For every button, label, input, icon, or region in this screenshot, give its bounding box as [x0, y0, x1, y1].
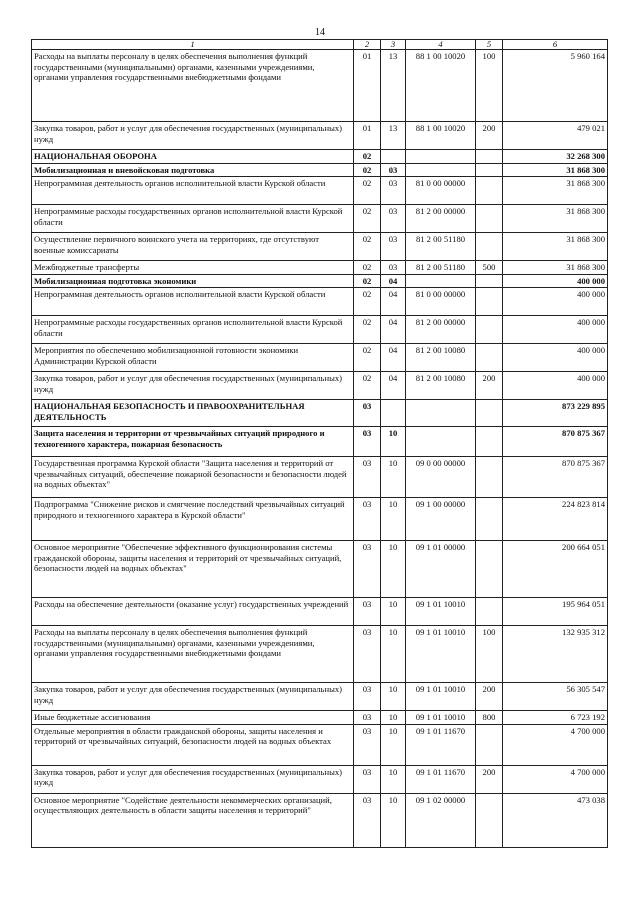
row-name: Расходы на выплаты персоналу в целях обеспечения выполнения функций государственными (муниципальными) органами, казенными учреждениями, органами управления государственными внебюджетными фондами — [32, 50, 354, 122]
row-subsection: 04 — [381, 288, 406, 316]
row-name: Непрограммные расходы государственных органов исполнительной власти Курской области — [32, 205, 354, 233]
table-row — [32, 711, 608, 724]
row-target-item: 81 0 00 00000 — [406, 177, 476, 205]
col-header-target-item: 4 — [406, 40, 476, 50]
row-name: Иные бюджетные ассигнования — [32, 711, 354, 724]
row-subsection: 10 — [381, 457, 406, 498]
row-expense-type — [476, 288, 503, 316]
row-target-item: 09 1 01 10010 — [406, 711, 476, 724]
row-expense-type: 800 — [476, 711, 503, 724]
row-section: 03 — [354, 400, 381, 427]
row-target-item: 88 1 00 10020 — [406, 50, 476, 122]
table-row — [32, 261, 608, 274]
table-row — [32, 498, 608, 541]
row-target-item: 09 1 00 00000 — [406, 498, 476, 541]
table-row — [32, 724, 608, 765]
row-expense-type — [476, 344, 503, 372]
row-name: Основное мероприятие "Обеспечение эффективного функционирования системы гражданской обороны, защиты населения и территорий от чрезвычайных ситуаций, безопасности людей на водных объектах" — [32, 541, 354, 598]
row-subsection: 04 — [381, 372, 406, 400]
row-subsection: 13 — [381, 50, 406, 122]
row-name: Мобилизационная и вневойсковая подготовка — [32, 163, 354, 176]
row-target-item: 09 1 01 10010 — [406, 626, 476, 683]
row-name: Мобилизационная подготовка экономики — [32, 274, 354, 287]
row-target-item: 81 2 00 51180 — [406, 233, 476, 261]
row-target-item: 81 2 00 10080 — [406, 372, 476, 400]
col-header-subsection: 3 — [381, 40, 406, 50]
row-section: 03 — [354, 793, 381, 847]
row-expense-type: 100 — [476, 626, 503, 683]
row-name: Непрограммная деятельность органов исполнительной власти Курской области — [32, 288, 354, 316]
table-row — [32, 541, 608, 598]
table-row — [32, 163, 608, 176]
row-name: Непрограммные расходы государственных органов исполнительной власти Курской области — [32, 316, 354, 344]
row-subsection: 10 — [381, 765, 406, 793]
row-amount: 6 723 192 — [503, 711, 608, 724]
table-row — [32, 400, 608, 427]
row-expense-type — [476, 150, 503, 163]
row-name: Основное мероприятие "Содействие деятельности некоммерческих организаций, осуществляющих деятельность в области защиты населения и территорий" — [32, 793, 354, 847]
row-section: 03 — [354, 598, 381, 626]
row-expense-type — [476, 205, 503, 233]
col-header-expense-type: 5 — [476, 40, 503, 50]
row-amount: 224 823 814 — [503, 498, 608, 541]
row-target-item: 09 0 00 00000 — [406, 457, 476, 498]
table-row — [32, 427, 608, 457]
row-section: 02 — [354, 163, 381, 176]
row-name: Межбюджетные трансферты — [32, 261, 354, 274]
row-subsection: 10 — [381, 541, 406, 598]
table-row — [32, 274, 608, 287]
row-expense-type: 200 — [476, 765, 503, 793]
row-amount: 195 964 051 — [503, 598, 608, 626]
row-expense-type — [476, 427, 503, 457]
table-row — [32, 372, 608, 400]
row-target-item — [406, 400, 476, 427]
row-amount: 870 875 367 — [503, 457, 608, 498]
row-subsection: 03 — [381, 261, 406, 274]
row-name: Государственная программа Курской области "Защита населения и территорий от чрезвычайных ситуаций, обеспечение пожарной безопасности и безопасности людей на водных объектах" — [32, 457, 354, 498]
row-amount: 400 000 — [503, 274, 608, 287]
table-row — [32, 683, 608, 711]
row-target-item — [406, 427, 476, 457]
row-target-item: 09 1 01 11670 — [406, 724, 476, 765]
row-amount: 400 000 — [503, 372, 608, 400]
row-target-item: 09 1 01 10010 — [406, 683, 476, 711]
row-name: Расходы на выплаты персоналу в целях обеспечения выполнения функций государственными (муниципальными) органами, казенными учреждениями, органами управления государственными внебюджетными фондами — [32, 626, 354, 683]
row-amount: 56 305 547 — [503, 683, 608, 711]
row-section: 03 — [354, 765, 381, 793]
row-expense-type — [476, 457, 503, 498]
row-section: 03 — [354, 498, 381, 541]
row-expense-type — [476, 274, 503, 287]
row-target-item: 09 1 01 11670 — [406, 765, 476, 793]
row-expense-type — [476, 541, 503, 598]
row-amount: 31 868 300 — [503, 261, 608, 274]
row-amount: 31 868 300 — [503, 233, 608, 261]
row-amount: 32 268 300 — [503, 150, 608, 163]
row-section: 03 — [354, 683, 381, 711]
table-row — [32, 288, 608, 316]
row-target-item: 09 1 01 00000 — [406, 541, 476, 598]
row-section: 02 — [354, 316, 381, 344]
row-amount: 4 700 000 — [503, 724, 608, 765]
row-expense-type — [476, 163, 503, 176]
table-row — [32, 457, 608, 498]
row-expense-type — [476, 498, 503, 541]
row-name: Мероприятия по обеспечению мобилизационной готовности экономики Администрации Курской области — [32, 344, 354, 372]
row-amount: 870 875 367 — [503, 427, 608, 457]
row-target-item — [406, 163, 476, 176]
row-expense-type: 200 — [476, 683, 503, 711]
col-header-name: 1 — [32, 40, 354, 50]
row-expense-type — [476, 400, 503, 427]
row-name: НАЦИОНАЛЬНАЯ БЕЗОПАСНОСТЬ И ПРАВООХРАНИТЕЛЬНАЯ ДЕЯТЕЛЬНОСТЬ — [32, 400, 354, 427]
table-row — [32, 150, 608, 163]
row-section: 01 — [354, 50, 381, 122]
row-amount: 400 000 — [503, 316, 608, 344]
row-target-item — [406, 274, 476, 287]
row-section: 02 — [354, 288, 381, 316]
table-row — [32, 122, 608, 150]
header-row — [32, 40, 608, 50]
row-subsection: 10 — [381, 793, 406, 847]
col-header-amount: 6 — [503, 40, 608, 50]
row-name: Защита населения и территории от чрезвычайных ситуаций природного и техногенного характера, пожарная безопасность — [32, 427, 354, 457]
row-expense-type: 200 — [476, 372, 503, 400]
table-row — [32, 205, 608, 233]
table-row — [32, 344, 608, 372]
row-target-item: 88 1 00 10020 — [406, 122, 476, 150]
row-amount: 132 935 312 — [503, 626, 608, 683]
row-section: 02 — [354, 274, 381, 287]
row-amount: 400 000 — [503, 344, 608, 372]
row-amount: 200 664 051 — [503, 541, 608, 598]
table-row — [32, 598, 608, 626]
table-row — [32, 765, 608, 793]
row-amount: 31 868 300 — [503, 163, 608, 176]
table-row — [32, 233, 608, 261]
row-name: Расходы на обеспечение деятельности (оказание услуг) государственных учреждений — [32, 598, 354, 626]
row-section: 02 — [354, 261, 381, 274]
row-expense-type: 100 — [476, 50, 503, 122]
row-section: 02 — [354, 233, 381, 261]
row-name: Закупка товаров, работ и услуг для обеспечения государственных (муниципальных) нужд — [32, 765, 354, 793]
row-subsection: 10 — [381, 427, 406, 457]
row-section: 03 — [354, 457, 381, 498]
row-section: 02 — [354, 372, 381, 400]
row-section: 02 — [354, 150, 381, 163]
col-header-section: 2 — [354, 40, 381, 50]
row-expense-type — [476, 316, 503, 344]
row-subsection: 04 — [381, 274, 406, 287]
row-amount: 5 960 164 — [503, 50, 608, 122]
row-section: 03 — [354, 541, 381, 598]
row-subsection: 10 — [381, 498, 406, 541]
row-amount: 873 229 895 — [503, 400, 608, 427]
row-name: Закупка товаров, работ и услуг для обеспечения государственных (муниципальных) нужд — [32, 372, 354, 400]
row-section: 02 — [354, 205, 381, 233]
row-subsection — [381, 400, 406, 427]
row-target-item: 81 2 00 00000 — [406, 205, 476, 233]
row-target-item: 81 2 00 51180 — [406, 261, 476, 274]
table-row — [32, 793, 608, 847]
row-name: Подпрограмма "Снижение рисков и смягчение последствий чрезвычайных ситуаций природного и техногенного характера в Курской области" — [32, 498, 354, 541]
row-amount: 31 868 300 — [503, 205, 608, 233]
row-section: 03 — [354, 626, 381, 683]
row-subsection: 03 — [381, 233, 406, 261]
row-name: Закупка товаров, работ и услуг для обеспечения государственных (муниципальных) нужд — [32, 683, 354, 711]
budget-table — [31, 39, 608, 848]
table-row — [32, 177, 608, 205]
row-name: Осуществление первичного воинского учета на территориях, где отсутствуют военные комиссариаты — [32, 233, 354, 261]
row-section: 02 — [354, 177, 381, 205]
row-section: 02 — [354, 344, 381, 372]
row-amount: 473 038 — [503, 793, 608, 847]
row-subsection: 04 — [381, 344, 406, 372]
row-target-item: 09 1 01 10010 — [406, 598, 476, 626]
row-subsection: 10 — [381, 626, 406, 683]
row-expense-type — [476, 233, 503, 261]
table-row — [32, 316, 608, 344]
row-subsection: 03 — [381, 205, 406, 233]
row-subsection: 10 — [381, 683, 406, 711]
row-subsection: 03 — [381, 177, 406, 205]
row-subsection — [381, 150, 406, 163]
row-subsection: 04 — [381, 316, 406, 344]
table-row — [32, 50, 608, 122]
row-expense-type: 500 — [476, 261, 503, 274]
row-name: Закупка товаров, работ и услуг для обеспечения государственных (муниципальных) нужд — [32, 122, 354, 150]
row-expense-type: 200 — [476, 122, 503, 150]
row-subsection: 03 — [381, 163, 406, 176]
row-subsection: 10 — [381, 724, 406, 765]
row-section: 03 — [354, 427, 381, 457]
row-section: 03 — [354, 711, 381, 724]
row-name: Непрограммная деятельность органов исполнительной власти Курской области — [32, 177, 354, 205]
row-subsection: 13 — [381, 122, 406, 150]
row-target-item: 81 2 00 10080 — [406, 344, 476, 372]
row-amount: 479 021 — [503, 122, 608, 150]
row-subsection: 10 — [381, 598, 406, 626]
row-amount: 31 868 300 — [503, 177, 608, 205]
row-subsection: 10 — [381, 711, 406, 724]
row-expense-type — [476, 793, 503, 847]
row-amount: 400 000 — [503, 288, 608, 316]
row-expense-type — [476, 177, 503, 205]
row-target-item: 81 0 00 00000 — [406, 288, 476, 316]
row-expense-type — [476, 724, 503, 765]
row-name: НАЦИОНАЛЬНАЯ ОБОРОНА — [32, 150, 354, 163]
row-target-item: 81 2 00 00000 — [406, 316, 476, 344]
row-amount: 4 700 000 — [503, 765, 608, 793]
row-target-item: 09 1 02 00000 — [406, 793, 476, 847]
row-expense-type — [476, 598, 503, 626]
page-number: 14 — [315, 27, 325, 38]
row-section: 03 — [354, 724, 381, 765]
row-section: 01 — [354, 122, 381, 150]
row-target-item — [406, 150, 476, 163]
table-row — [32, 626, 608, 683]
row-name: Отдельные мероприятия в области гражданской обороны, защиты населения и территорий от чрезвычайных ситуаций, безопасности людей на водных объектах — [32, 724, 354, 765]
